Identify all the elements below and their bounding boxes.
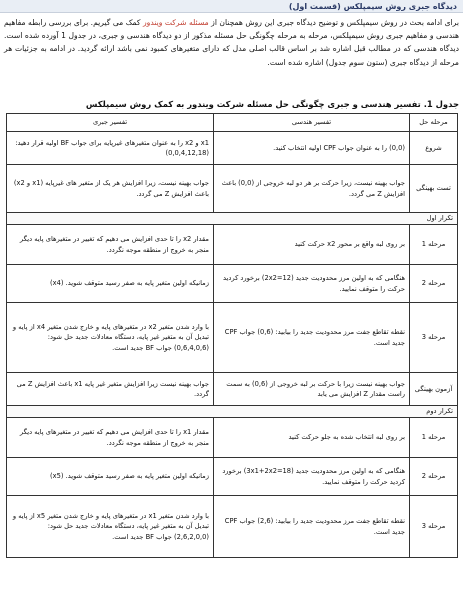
algebraic-cell: زمانیکه اولین متغیر پایه به صفر رسید متوقف شوید. (x4) [7,265,214,303]
stage-cell: شروع [410,132,458,165]
table-header-row [7,114,458,132]
header-algebraic: تفسیر جبری [7,114,214,132]
stage-cell: تست بهینگی [410,165,458,213]
intro-highlight-link[interactable]: مسئله شرکت ویندور [142,18,209,27]
stage-cell: مرحله 1 [410,418,458,458]
section-title: دیدگاه جبری روش سیمپلکس (قسمت اول) [288,2,457,11]
geometric-cell: بر روی لبه واقع بر محور x2 حرکت کنید [214,225,410,265]
intro-text-2: کمک می گیریم. برای بررسی رابطه مفاهیم هندسی و مفاهیم جبری روش سیمپلکس، مرحله به مرحله چگونگی حل مسئله مذکور از دو دیدگاه هندسی و جبری، در جدول 1 آورده شده است. دیدگاه هندسی که در مطالب قبل اشاره شد بر اساس قالب اصلی مدل که دارای متغیرهای کمبود نمی باشد ارائه گردید. در ادامه به جزئیات هر مرحله از دیدگاه جبری (ستون سوم جدول) اشاره شده است. [4,18,460,67]
geometric-cell: نقطه تقاطع جفت مرز محدودیت جدید را بیابید: (2,6) جواب CPF جدید است. [214,496,410,558]
geometric-cell: نقطه تقاطع جفت مرز محدودیت جدید را بیابید: (0,6) جواب CPF جدید است. [214,303,410,373]
stage-cell: مرحله 2 [410,265,458,303]
intro-text-1: برای ادامه بحث در روش سیمپلکس و توضیح دیدگاه جبری این روش همچنان از [208,18,459,27]
table-caption: جدول 1. تفسیر هندسی و جبری چگونگی حل مسئله شرکت ویندور به کمک روش سیمپلکس [85,99,459,109]
simplex-table [6,113,458,558]
algebraic-cell: مقدار x1 را تا حدی افزایش می دهیم که تغییر در متغیرهای پایه دیگر منجر به خروج از منطقه موجه نگردد. [7,418,214,458]
header-stage: مرحله حل [410,114,458,132]
iteration-row [7,213,458,225]
section-header [0,0,463,13]
stage-cell: آزمون بهینگی [410,373,458,406]
geometric-cell: هنگامی که به اولین مرز محدودیت جدید (2x2=12) برخورد کردید حرکت را متوقف نمایید. [214,265,410,303]
table-row [7,373,458,406]
geometric-cell: جواب بهینه نیست زیرا با حرکت بر لبه خروجی از (0,6) به سمت راست مقدار Z افزایش می یابد [214,373,410,406]
table-row [7,303,458,373]
algebraic-cell: با وارد شدن متغیر x1 در متغیرهای پایه و خارج شدن متغیر x5 از پایه و تبدیل آن به متغیر غیر پایه، دستگاه معادلات جدید حل شود: (2,6,2,0,0) جواب BF جدید است. [7,496,214,558]
geometric-cell: بر روی لبه انتخاب شده به جلو حرکت کنید [214,418,410,458]
stage-cell: مرحله 3 [410,303,458,373]
table-row [7,458,458,496]
iteration-label: تکرار دوم [7,406,458,418]
table-row [7,132,458,165]
stage-cell: مرحله 2 [410,458,458,496]
intro-paragraph [4,16,459,69]
table-row [7,418,458,458]
stage-cell: مرحله 1 [410,225,458,265]
table-row [7,225,458,265]
algebraic-cell: x1 و x2 را به عنوان متغیرهای غیرپایه برای جواب BF اولیه قرار دهید: (0,0,4,12,18) [7,132,214,165]
geometric-cell: هنگامی که به اولین مرز محدودیت جدید (3x1+2x2=18) برخورد کردید حرکت را متوقف نمایید. [214,458,410,496]
algebraic-cell: مقدار x2 را تا حدی افزایش می دهیم که تغییر در متغیرهای پایه دیگر منجر به خروج از منطقه موجه نگردد. [7,225,214,265]
table-row [7,265,458,303]
header-geometric: تفسیر هندسی [214,114,410,132]
stage-cell: مرحله 3 [410,496,458,558]
table-row [7,496,458,558]
geometric-cell: (0,0) را به عنوان جواب CPF اولیه انتخاب کنید. [214,132,410,165]
algebraic-cell: زمانیکه اولین متغیر پایه به صفر رسید متوقف شوید. (x5) [7,458,214,496]
algebraic-cell: جواب بهینه نیست زیرا افزایش متغیر غیر پایه x1 باعث افزایش Z می گردد. [7,373,214,406]
table-row [7,165,458,213]
algebraic-cell: جواب بهینه نیست، زیرا افزایش هر یک از متغیر های غیرپایه (x1 و x2) باعث افزایش Z می گردد. [7,165,214,213]
algebraic-cell: با وارد شدن متغیر x2 در متغیرهای پایه و خارج شدن متغیر x4 از پایه و تبدیل آن به متغیر غیر پایه، دستگاه معادلات جدید حل شود: (0,6,4,0,6) جواب BF جدید است. [7,303,214,373]
iteration-row [7,406,458,418]
iteration-label: تکرار اول [7,213,458,225]
geometric-cell: جواب بهینه نیست، زیرا حرکت بر هر دو لبه خروجی از (0,0) باعث افزایش Z می گردد. [214,165,410,213]
